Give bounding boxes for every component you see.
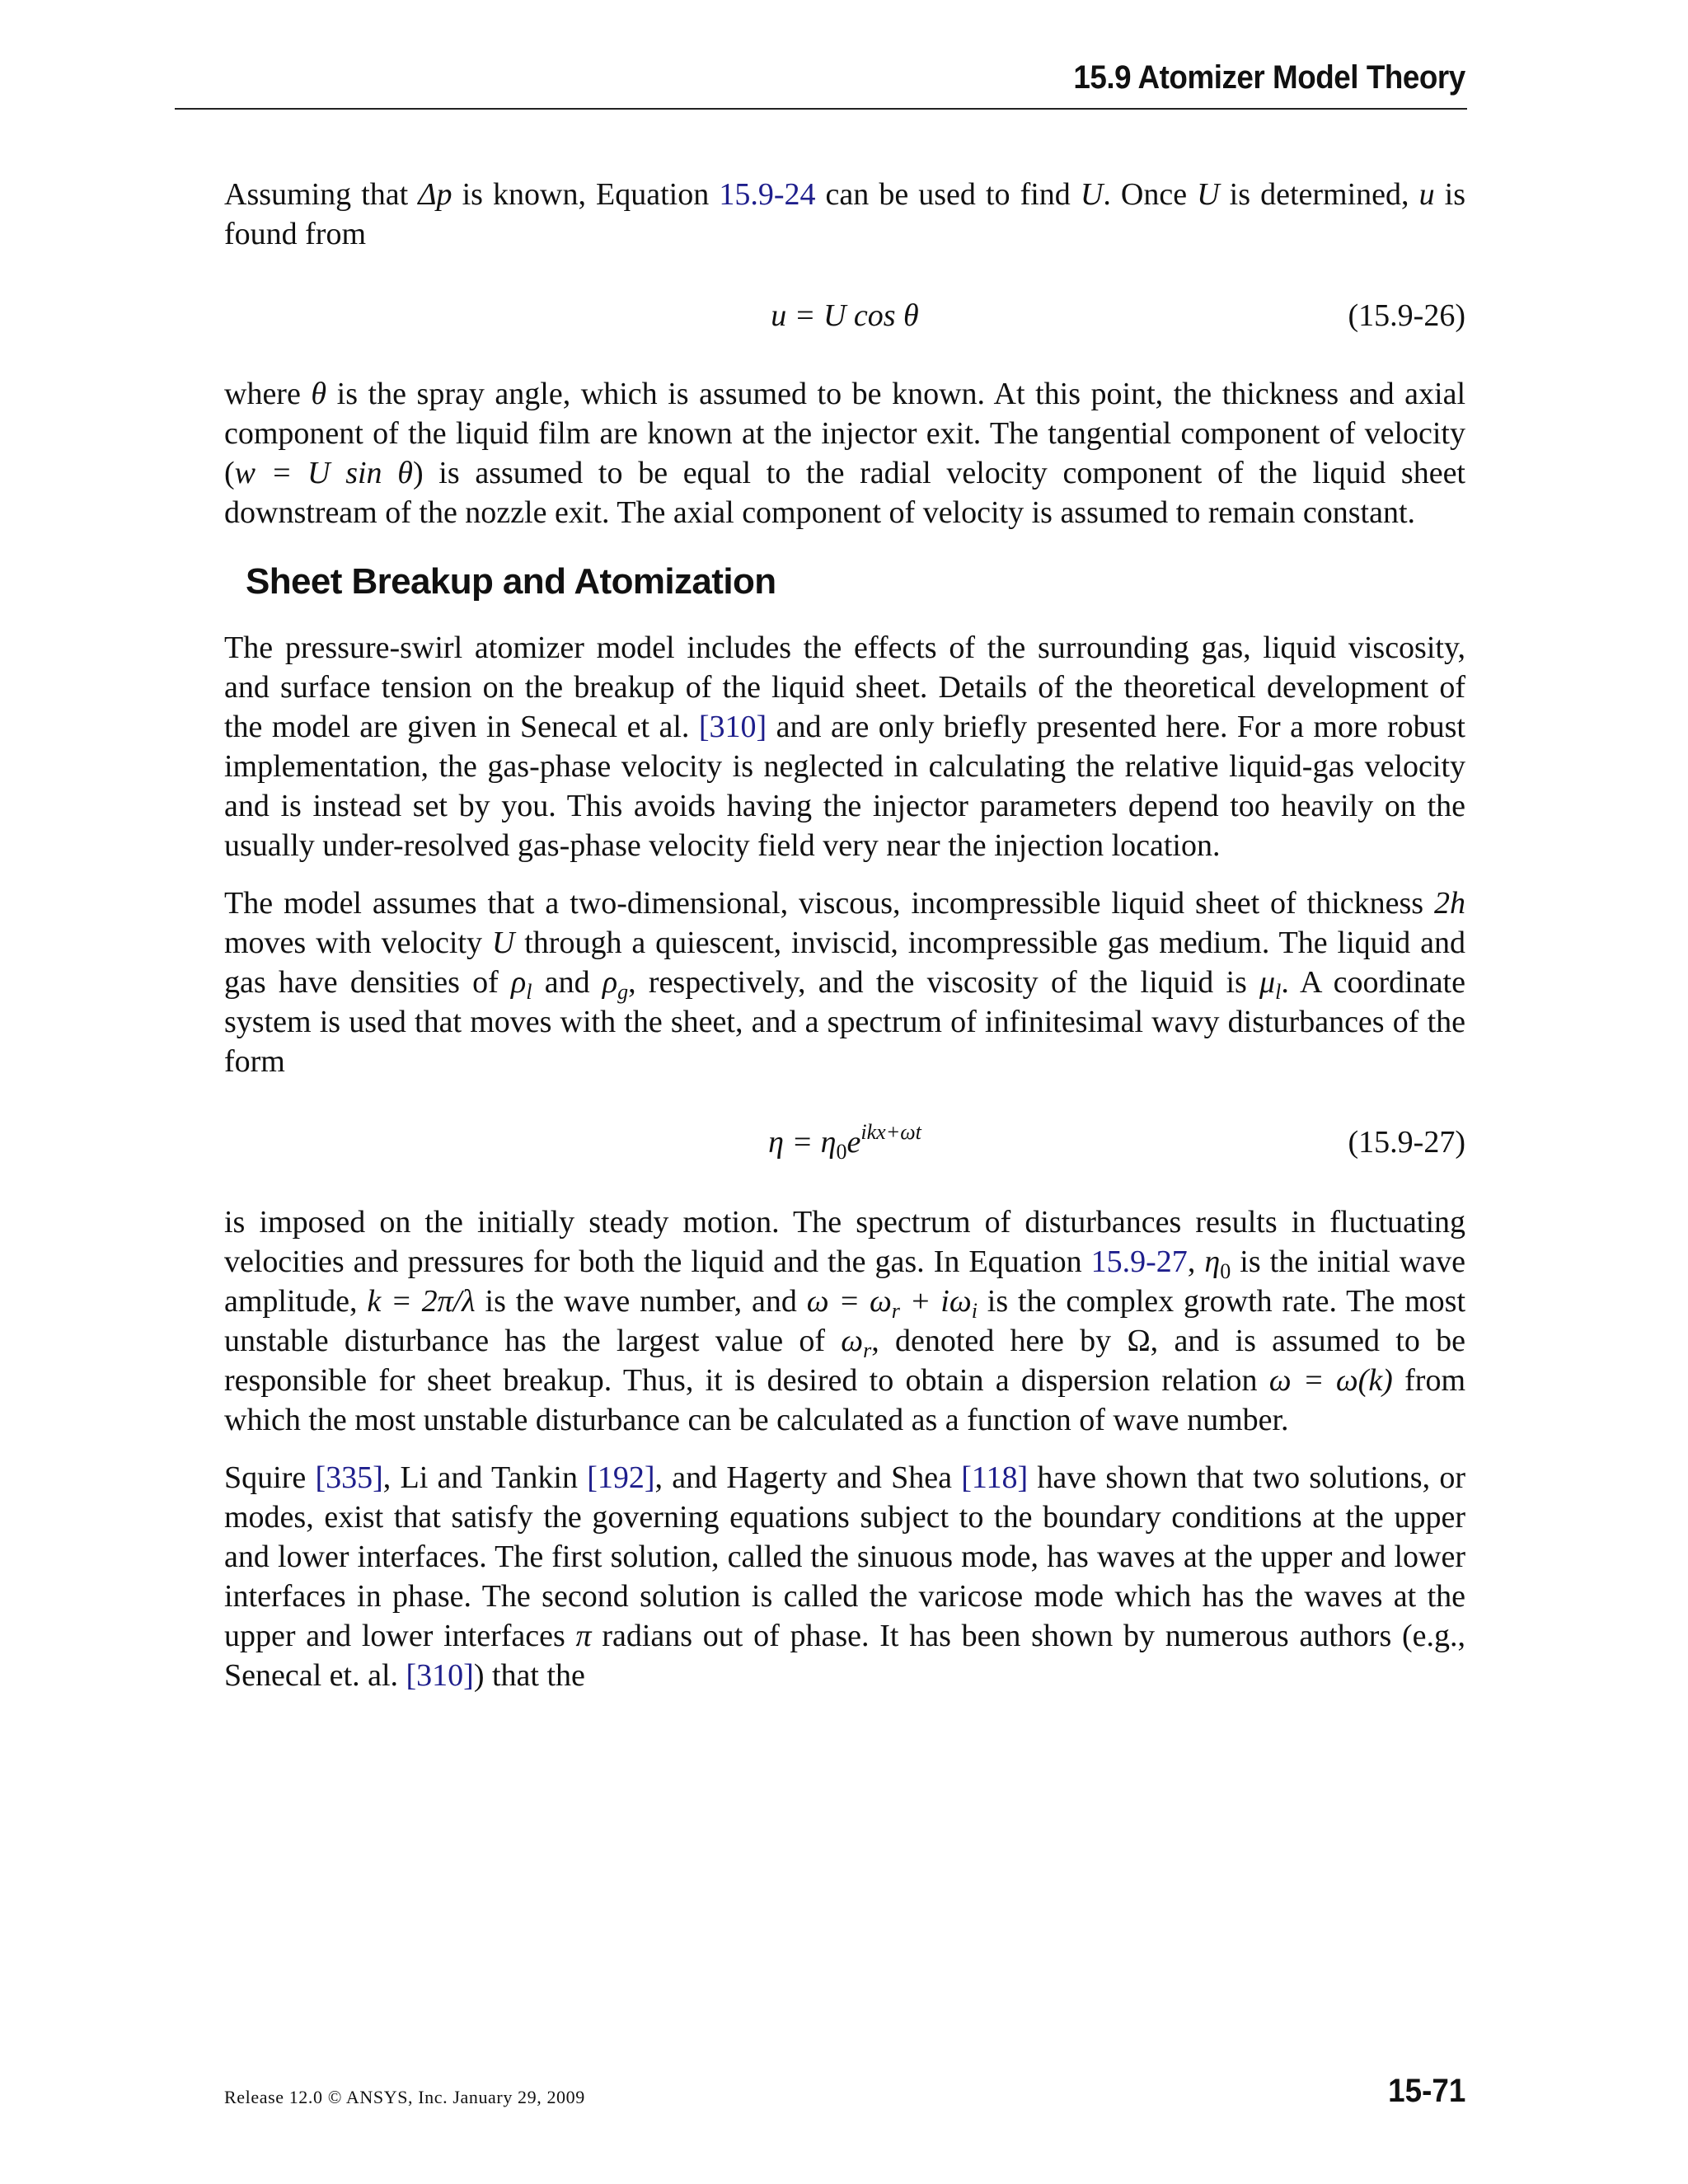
text-run: is determined, (1219, 177, 1419, 212)
text-run: radians out of phase. It has been shown by numerous authors (e.g., Senecal et. al. (224, 1619, 1465, 1693)
text-run: have shown that two solutions, or modes, exist that satisfy the governing equations subject to the boundary conditions at the upper and lower interfaces. The first solution, called the sinuous mode, has waves at the upper and lower interfaces in phase. The second solution is called the varicose mode which has the waves at the upper and lower interfaces (224, 1460, 1465, 1653)
equation-15-9-26 (224, 296, 1465, 335)
citation-link-118[interactable]: [118] (961, 1460, 1029, 1495)
math-e: e (846, 1125, 861, 1160)
footer-page-number: 15-71 (1387, 2073, 1465, 2109)
equation-lhs: η = η (768, 1125, 837, 1160)
text-run: . Once (1103, 177, 1198, 212)
text-run: through a quiescent, inviscid, incompressible gas medium. The liquid and gas have densities of (224, 926, 1465, 1000)
math-tangential-velocity: w = U sin θ (234, 456, 413, 490)
math-subscript: l (1275, 980, 1282, 1004)
math-subscript: 0 (1220, 1259, 1231, 1283)
text-run: The model assumes that a two-dimensional, viscous, incompressible liquid sheet of thickness (224, 886, 1434, 921)
citation-link-310[interactable]: [310] (698, 710, 767, 744)
text-run: Squire (224, 1460, 316, 1495)
math-delta-p: Δp (418, 177, 452, 212)
document-body (224, 175, 1465, 1695)
math-eta: η (1204, 1244, 1221, 1279)
equation-number: (15.9-27) (1348, 1125, 1465, 1160)
text-run: The pressure-swirl atomizer model includes the effects of the surrounding gas, liquid viscosity, and surface tension on the breakup of the liquid sheet. Details of the theoretical development of the model are given in Senecal et al. (224, 630, 1465, 744)
math-mu: μ (1259, 965, 1276, 1000)
math-rho: ρ (511, 965, 527, 1000)
running-header-title: 15.9 Atomizer Model Theory (1073, 59, 1465, 96)
text-run: is known, Equation (452, 177, 720, 212)
math-pi: π (575, 1619, 592, 1653)
text-run: is imposed on the initially steady motion. The spectrum of disturbances results in fluctuating velocities and pressures for both the liquid and the gas. In Equation (224, 1205, 1465, 1279)
math-2h: 2h (1434, 886, 1465, 921)
math-omega: ω = ω (806, 1284, 892, 1319)
citation-link-335[interactable]: [335] (315, 1460, 383, 1495)
paragraph-solution-modes (224, 1458, 1465, 1695)
math-exponent: ikx+ωt (860, 1120, 921, 1144)
math-dispersion-relation: ω = ω(k) (1268, 1363, 1393, 1398)
text-run: and (532, 965, 603, 1000)
text-run: where (224, 377, 312, 411)
math-omega: ω (841, 1324, 864, 1358)
math-wave-number: k = 2π/λ (367, 1284, 476, 1319)
paragraph-disturbance-spectrum (224, 1202, 1465, 1440)
math-U: U (491, 926, 515, 960)
equation-number: (15.9-26) (1348, 298, 1465, 333)
equation-body (224, 1122, 1465, 1162)
equation-link-15-9-27[interactable]: 15.9-27 (1090, 1244, 1188, 1279)
math-subscript: g (617, 980, 629, 1004)
citation-link-310[interactable]: [310] (406, 1658, 474, 1693)
text-run: , Li and Tankin (382, 1460, 588, 1495)
text-run: is found from (224, 177, 1465, 251)
paragraph-pressure-swirl-model (224, 628, 1465, 865)
text-run: ) that the (473, 1658, 585, 1693)
equation-link-15-9-24[interactable]: 15.9-24 (719, 177, 816, 212)
equation-body: u = U cos θ (771, 298, 919, 333)
math-subscript: l (526, 980, 532, 1004)
text-run: is the spray angle, which is assumed to be known. At this point, the thickness and axial component of the liquid film are known at the injector exit. The tangential component of velocity ( (224, 377, 1465, 490)
text-run: and are only briefly presented here. For a more robust implementation, the gas-phase velocity is neglected in calculating the relative liquid-gas velocity and is instead set by you. This avoids having the injector parameters depend too heavily on the usually under-resolved gas-phase velocity field very near the injection location. (224, 710, 1465, 863)
math-rho: ρ (602, 965, 618, 1000)
math-U: U (1080, 177, 1104, 212)
text-run: moves with velocity (224, 926, 492, 960)
math-U: U (1197, 177, 1220, 212)
text-run: , respectively, and the viscosity of the liquid is (628, 965, 1260, 1000)
text-run: Assuming that (224, 177, 419, 212)
text-run: is the complex growth rate. The most unstable disturbance has the largest value of (224, 1284, 1466, 1358)
paragraph-velocity-u (224, 175, 1465, 254)
math-subscript: r (891, 1299, 900, 1323)
math-omega: + iω (899, 1284, 972, 1319)
text-run: from which the most unstable disturbance can be calculated as a function of wave number. (224, 1363, 1465, 1437)
section-heading: Sheet Breakup and Atomization (246, 561, 776, 602)
header-rule (175, 108, 1467, 110)
math-u: u (1418, 177, 1435, 212)
text-run: , denoted here by Ω, and is assumed to be responsible for sheet breakup. Thus, it is desired to obtain a dispersion relation (224, 1324, 1465, 1398)
paragraph-model-assumptions (224, 883, 1465, 1081)
text-run: , (1187, 1244, 1205, 1279)
equation-15-9-27 (224, 1122, 1465, 1162)
citation-link-192[interactable]: [192] (587, 1460, 655, 1495)
math-subscript: i (971, 1299, 978, 1323)
math-subscript: r (863, 1338, 872, 1362)
text-run: . A coordinate system is used that moves with the sheet, and a spectrum of infinitesimal wavy disturbances of the form (224, 965, 1465, 1079)
text-run: , and Hagerty and Shea (654, 1460, 962, 1495)
math-subscript: 0 (836, 1140, 847, 1164)
text-run: ) is assumed to be equal to the radial velocity component of the liquid sheet downstream of the nozzle exit. The axial component of velocity is assumed to remain constant. (224, 456, 1465, 530)
paragraph-spray-angle (224, 374, 1465, 532)
footer-release-line: Release 12.0 © ANSYS, Inc. January 29, 2009 (224, 2087, 585, 2107)
text-run: is the wave number, and (475, 1284, 807, 1319)
math-theta: θ (311, 377, 327, 411)
text-run: is the initial wave amplitude, (224, 1244, 1465, 1319)
text-run: can be used to find (815, 177, 1081, 212)
